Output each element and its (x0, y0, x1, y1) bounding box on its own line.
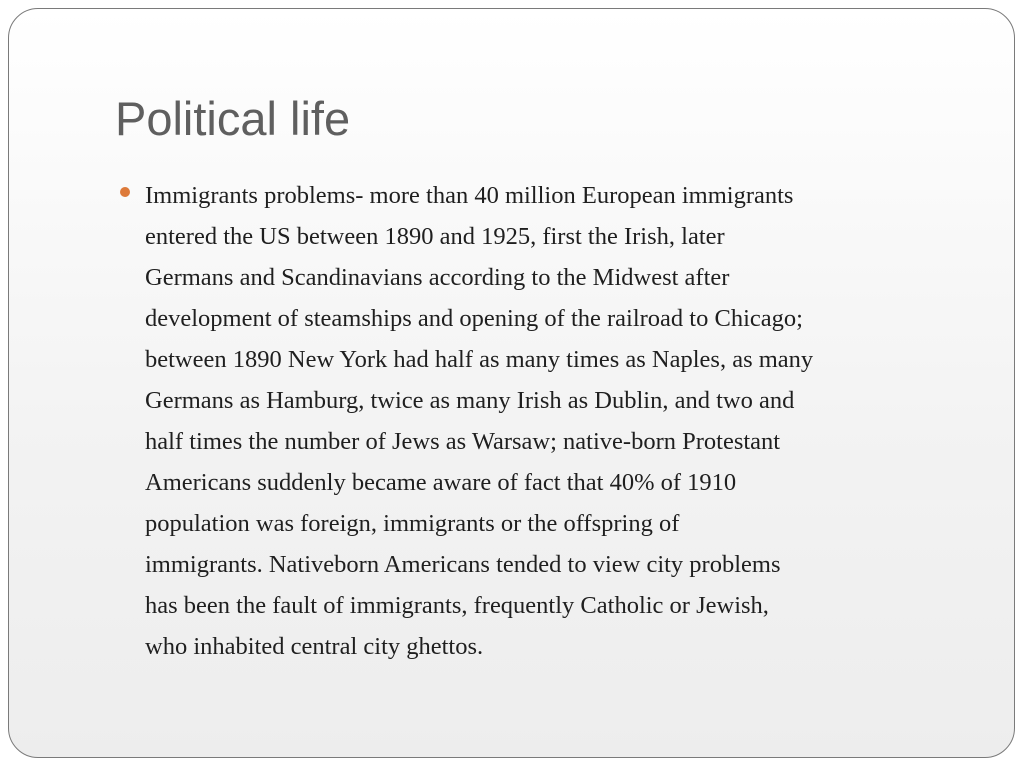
bullet-line: between 1890 New York had half as many times as Naples, as many (145, 346, 814, 373)
bullet-item (115, 175, 975, 667)
bullet-list (115, 175, 975, 667)
bullet-line: half times the number of Jews as Warsaw; native-born Protestant (145, 428, 781, 455)
slide (8, 8, 1015, 758)
bullet-line: who inhabited central city ghettos. (145, 633, 484, 660)
bullet-line: Germans and Scandinavians according to the Midwest after (145, 264, 730, 291)
bullet-dot-icon (120, 187, 130, 197)
bullet-line: development of steamships and opening of the railroad to Chicago; (145, 305, 803, 332)
bullet-line: entered the US between 1890 and 1925, first the Irish, later (145, 223, 725, 250)
bullet-line: has been the fault of immigrants, frequently Catholic or Jewish, (145, 592, 769, 619)
bullet-line: Americans suddenly became aware of fact that 40% of 1910 (145, 469, 737, 496)
slide-title: Political life (115, 92, 351, 145)
bullet-line: Germans as Hamburg, twice as many Irish as Dublin, and two and (145, 387, 795, 414)
bullet-text (145, 175, 975, 667)
bullet-line: Immigrants problems- more than 40 million European immigrants (145, 182, 794, 209)
bullet-line: population was foreign, immigrants or the offspring of (145, 510, 680, 537)
bullet-line: immigrants. Nativeborn Americans tended to view city problems (145, 551, 781, 578)
